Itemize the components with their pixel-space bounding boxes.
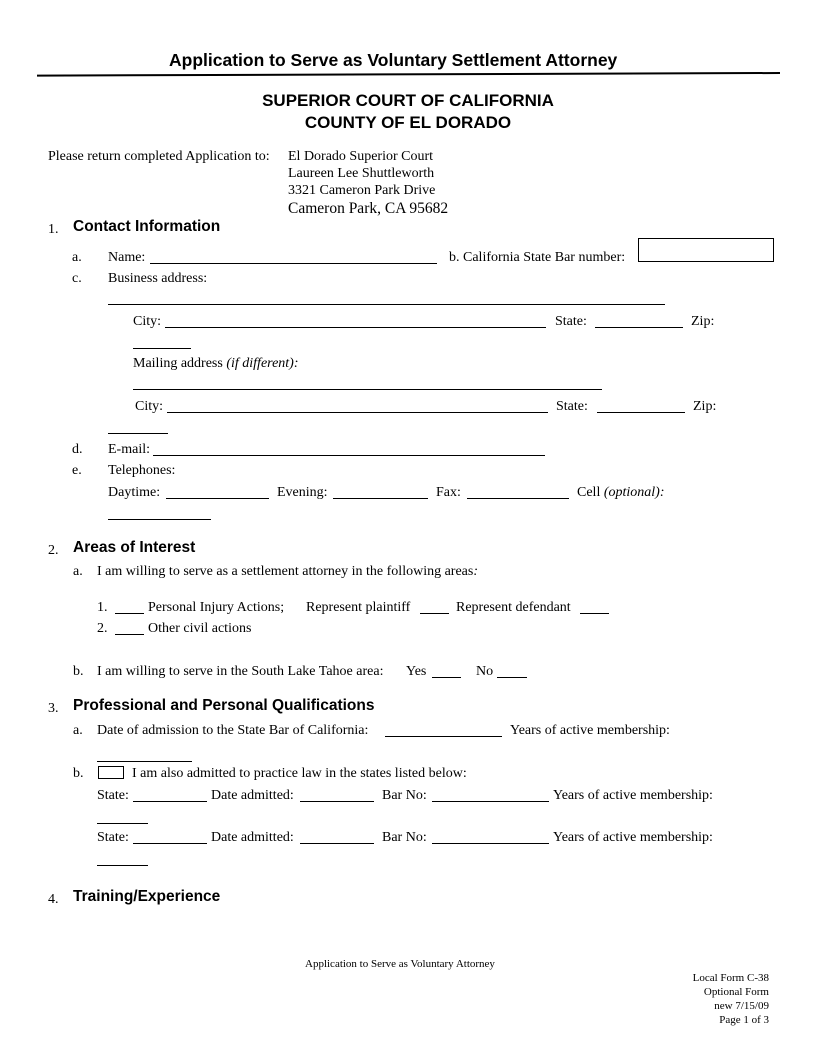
- section-2-heading: Areas of Interest: [73, 539, 196, 556]
- item-e-label: e.: [72, 463, 82, 478]
- section-4-number: 4.: [48, 892, 59, 907]
- areas-b-label: b.: [73, 664, 84, 679]
- title-rule: [37, 72, 780, 77]
- yes-label: Yes: [406, 664, 427, 679]
- date-admission-field[interactable]: [385, 736, 502, 737]
- section-3-number: 3.: [48, 701, 59, 716]
- business-state-label: State:: [555, 314, 587, 329]
- section-3-heading: Professional and Personal Qualifications: [73, 697, 375, 714]
- areas-a-sentence: I am willing to serve as a settlement attorney in the following areas: [97, 564, 474, 579]
- quals-b-label: b.: [73, 766, 84, 781]
- represent-defendant-field[interactable]: [580, 613, 609, 614]
- cell-label: [577, 485, 665, 501]
- daytime-label: Daytime:: [108, 485, 161, 500]
- state-2-label: State:: [97, 830, 129, 845]
- state-1-field[interactable]: [133, 801, 207, 802]
- mailing-state-field[interactable]: [597, 412, 685, 413]
- mailing-state-label: State:: [556, 399, 588, 414]
- business-address-label: Business address:: [108, 271, 208, 286]
- name-label: Name:: [108, 250, 146, 265]
- form-title: Application to Serve as Voluntary Settlement Attorney: [169, 50, 618, 70]
- date-admission-label: Date of admission to the State Bar of California:: [97, 723, 369, 738]
- return-address-line2: Laureen Lee Shuttleworth: [288, 166, 435, 181]
- yes-field[interactable]: [432, 677, 461, 678]
- other-states-text: I am also admitted to practice law in the states listed below:: [132, 766, 467, 781]
- state-1-label: State:: [97, 788, 129, 803]
- business-city-label: City:: [133, 314, 162, 329]
- date-admitted-1-field[interactable]: [300, 801, 374, 802]
- years-2-label: Years of active membership:: [553, 830, 713, 845]
- footer-page: Page 1 of 3: [719, 1014, 769, 1026]
- mailing-city-field[interactable]: [167, 412, 548, 413]
- represent-plaintiff-label: Represent plaintiff: [306, 600, 411, 615]
- email-label: E-mail:: [108, 442, 150, 457]
- bar-no-1-field[interactable]: [432, 801, 549, 802]
- footer-date: new 7/15/09: [714, 1000, 769, 1012]
- south-lake-tahoe-text: I am willing to serve in the South Lake Tahoe area:: [97, 664, 384, 679]
- business-zip-label: Zip:: [691, 314, 715, 329]
- bar-no-2-label: Bar No:: [382, 830, 427, 845]
- other-states-checkbox[interactable]: [98, 766, 124, 779]
- bar-number-label: b. California State Bar number:: [449, 250, 626, 265]
- business-state-field[interactable]: [595, 327, 683, 328]
- section-4-heading: Training/Experience: [73, 888, 221, 905]
- years-1-field[interactable]: [97, 823, 148, 824]
- bar-no-1-label: Bar No:: [382, 788, 427, 803]
- county-name: COUNTY OF EL DORADO: [304, 113, 512, 132]
- return-address-line1: El Dorado Superior Court: [288, 149, 434, 164]
- state-2-field[interactable]: [133, 843, 207, 844]
- fax-field[interactable]: [467, 498, 569, 499]
- business-city-field[interactable]: [165, 327, 546, 328]
- mailing-city-label: City:: [135, 399, 164, 414]
- other-civil-label: Other civil actions: [148, 621, 252, 636]
- years-1-label: Years of active membership:: [553, 788, 713, 803]
- name-field[interactable]: [150, 263, 437, 264]
- fax-label: Fax:: [436, 485, 461, 500]
- footer-form-info: [693, 971, 769, 1027]
- other-civil-field[interactable]: [115, 634, 144, 635]
- court-name: SUPERIOR COURT OF CALIFORNIA: [262, 91, 554, 110]
- mailing-zip-field[interactable]: [108, 433, 168, 434]
- evening-field[interactable]: [333, 498, 428, 499]
- represent-plaintiff-field[interactable]: [420, 613, 449, 614]
- years-membership-field[interactable]: [97, 761, 192, 762]
- mailing-zip-label: Zip:: [693, 399, 717, 414]
- areas-a-colon: :: [473, 564, 479, 579]
- section-1-number: 1.: [48, 222, 59, 237]
- represent-defendant-label: Represent defendant: [456, 600, 571, 615]
- footer-optional: Optional Form: [703, 986, 769, 998]
- item-a-label: a.: [72, 250, 82, 265]
- cell-field[interactable]: [108, 519, 211, 520]
- mailing-address-field[interactable]: [133, 389, 602, 390]
- business-zip-field[interactable]: [133, 348, 191, 349]
- bar-number-box[interactable]: [638, 238, 774, 262]
- date-admitted-2-label: Date admitted:: [211, 830, 294, 845]
- return-label: Please return completed Application to:: [48, 149, 270, 164]
- areas-a-label: a.: [73, 564, 83, 579]
- bar-no-2-field[interactable]: [432, 843, 549, 844]
- personal-injury-field[interactable]: [115, 613, 144, 614]
- footer-title: Application to Serve as Voluntary Attorney: [305, 958, 495, 970]
- mailing-if-different: (if different):: [226, 356, 299, 371]
- quals-a-label: a.: [73, 723, 83, 738]
- date-admitted-1-label: Date admitted:: [211, 788, 294, 803]
- item-d-label: d.: [72, 442, 83, 457]
- telephones-label: Telephones:: [108, 463, 176, 478]
- section-2-number: 2.: [48, 543, 59, 558]
- no-field[interactable]: [497, 677, 527, 678]
- years-2-field[interactable]: [97, 865, 148, 866]
- areas-a-text: [97, 564, 478, 580]
- area-1-number: 1.: [97, 600, 108, 615]
- footer-form-number: Local Form C-38: [692, 972, 769, 984]
- return-address-line4: Cameron Park, CA 95682: [288, 200, 449, 217]
- evening-label: Evening:: [277, 485, 328, 500]
- business-address-field[interactable]: [108, 304, 665, 305]
- mailing-address-label: [133, 356, 299, 372]
- email-field[interactable]: [153, 455, 545, 456]
- area-2-number: 2.: [97, 621, 108, 636]
- date-admitted-2-field[interactable]: [300, 843, 374, 844]
- section-1-heading: Contact Information: [73, 218, 221, 235]
- return-address-line3: 3321 Cameron Park Drive: [288, 183, 436, 198]
- cell-text: Cell: [577, 485, 601, 500]
- years-membership-label: Years of active membership:: [510, 723, 670, 738]
- mailing-address-text: Mailing address: [133, 356, 223, 371]
- cell-optional: (optional):: [603, 485, 665, 500]
- personal-injury-label: Personal Injury Actions;: [148, 600, 285, 615]
- no-label: No: [476, 664, 494, 679]
- daytime-field[interactable]: [166, 498, 269, 499]
- item-c-label: c.: [72, 271, 82, 286]
